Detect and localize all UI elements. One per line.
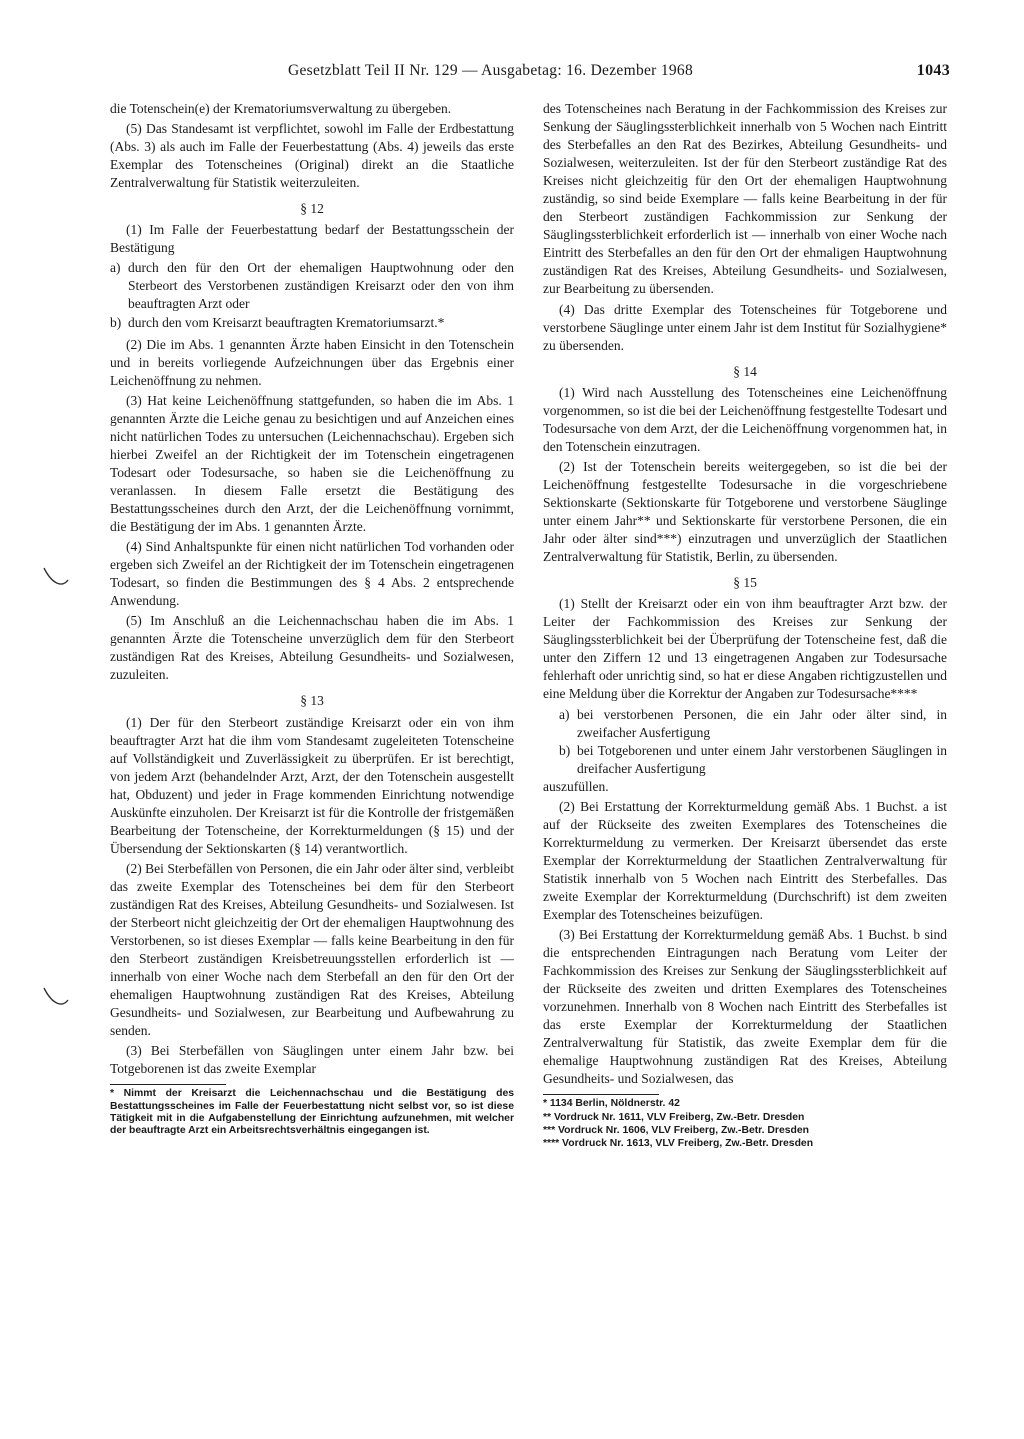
section-heading-15: § 15 xyxy=(733,575,757,591)
list-item-text: durch den vom Kreisarzt beauftragten Krematoriumsarzt.* xyxy=(128,314,445,330)
paragraph: (2) Die im Abs. 1 genannten Ärzte haben Einsicht in den Totenschein und in bereits vorliegende Aufzeichnungen über das Ergebnis einer Leichenöffnung zu nehmen. xyxy=(110,336,514,388)
paragraph: (1) Stellt der Kreisarzt oder ein von ihm beauftragter Arzt bzw. der Leiter der Fachkommission des Kreises zur Senkung der Säuglingssterblichkeit bei der Überprüfung der Totenscheine fest, daß die unter den Ziffern 12 und 13 eingetragenen Angaben zur Todesursache fehlerhaft oder unrichtig sind, so hat er diese Angaben richtigzustellen und eine Meldung über die Korrektur der Angaben zur Todesursache**** xyxy=(543,596,947,702)
paragraph: (5) Das Standesamt ist verpflichtet, sowohl im Falle der Erdbestattung (Abs. 3) als auch im Falle der Feuerbestattung (Abs. 4) jeweils das erste Exemplar des Totenscheines (Original) direkt an die Staatliche Zentralverwaltung für Statistik weiterzuleiten. xyxy=(110,121,514,191)
footnote-rule xyxy=(543,1094,659,1095)
footnote-text: *** Vordruck Nr. 1606, VLV Freiberg, Zw.-Betr. Dresden xyxy=(543,1125,810,1137)
list-item-label: b) xyxy=(110,314,122,330)
footnotes xyxy=(543,1098,947,1150)
paragraph: (1) Der für den Sterbeort zuständige Kreisarzt oder ein von ihm beauftragter Arzt hat die ihm vom Standesamt zugeleiteten Totenscheine auf Vollständigkeit und Zuverlässigkeit zu überprüfen. Er ist berechtigt, von jedem Arzt (behandelnder Arzt, Arzt, der den Totenschein ausgestellt hat, Obduzent) und jeder in Frage kommenden Einrichtung notwendige Auskünfte einzuholen. Der Kreisarzt ist für die Kontrolle der fristgemäßen Bearbeitung der Totenscheine, der Korrekturmeldungen (§ 15) und der Übersendung der Sektionskarten (§ 14) verantwortlich. xyxy=(110,714,514,856)
section-heading-13: § 13 xyxy=(300,693,324,709)
section-heading-12: § 12 xyxy=(300,201,324,217)
footnote xyxy=(110,1088,514,1137)
paragraph: (2) Bei Erstattung der Korrekturmeldung gemäß Abs. 1 Buchst. a ist auf der Rückseite des zweiten Exemplares des Totenscheines die Korrekturmeldung zu vermerken. Der Kreisarzt übersendet das erste Exemplar der Korrekturmeldung der Staatlichen Zentralverwaltung für Statistik innerhalb von 5 Wochen nach Eintritt des Sterbefalles. Das zweite Exemplar der Korrekturmeldung (Durchschrift) ist dem zweiten Exemplar des Totenscheines beizufügen. xyxy=(543,798,947,923)
right-column xyxy=(543,100,947,1152)
paragraph: (4) Das dritte Exemplar des Totenscheines für Totgeborene und verstorbene Säuglinge unter einem Jahr ist dem Institut für Sozialhygiene* zu übersenden. xyxy=(543,301,947,353)
section-heading-14: § 14 xyxy=(733,363,757,379)
list-item xyxy=(110,259,514,313)
left-column xyxy=(110,100,514,1138)
list-item-text: durch den für den Ort der ehemaligen Hauptwohnung oder den Sterbeort des Verstorbenen zuständigen Kreisarzt oder den von ihm beauftragten Arzt oder xyxy=(128,260,514,312)
hole-punch-mark xyxy=(40,562,70,592)
list-item-text: bei verstorbenen Personen, die ein Jahr oder älter sind, in zweifacher Ausfertigung xyxy=(577,706,947,740)
list-item xyxy=(543,742,947,778)
page-number: 1043 xyxy=(916,62,950,79)
paragraph: (3) Hat keine Leichenöffnung stattgefunden, so haben die im Abs. 1 genannten Ärzte die Leiche genau zu besichtigen und auf Anzeichen eines nicht natürlichen Todes zu untersuchen (Leichennachschau). Ergeben sich hierbei Zweifel an der Richtigkeit der im Totenschein eingetragenen Todesart oder Todesursache, so haben sie die Leichenöffnung zu veranlassen. In diesem Falle ersetzt die Bestätigung des Bestattungsscheines durch den Arzt, der die Leichenöffnung vornimmt, die Bestätigung der im Abs. 1 genannten Ärzte. xyxy=(110,392,514,535)
paragraph: (1) Im Falle der Feuerbestattung bedarf der Bestattungsschein der Bestätigung xyxy=(110,222,514,256)
list-item-label: a) xyxy=(110,260,121,276)
footnote-rule xyxy=(110,1084,226,1085)
list-item-label: b) xyxy=(559,742,571,758)
list-item-text: bei Totgeborenen und unter einem Jahr verstorbenen Säuglingen in dreifacher Ausfertigung xyxy=(577,742,947,776)
paragraph: des Totenscheines nach Beratung in der Fachkommission des Kreises zur Senkung der Säuglingssterblichkeit innerhalb von 5 Wochen nach Eintritt des Sterbefalles an den Rat des Bezirkes, Abteilung Gesundheits- und Sozialwesen, weiterzuleiten. Ist der für den Sterbeort zuständige Rat des Kreises nicht gleichzeitig für den Ort der ehemaligen Hauptwohnung zuständig, so sind beide Exemplare — falls keine Bearbeitung in der für den Sterbeort zuständigen Fachkommission zur Senkung der Säuglingssterblichkeit erforderlich ist — innerhalb von einer Woche nach Eintritt des Sterbefalles an den für den Ort der ehmaligen Hauptwohnung zuständigen Rat des Kreises, Abteilung Gesundheits- und Sozialwesen, zur Bearbeitung zu übersenden. xyxy=(543,101,947,297)
list-item xyxy=(543,706,947,742)
footnote-text: **** Vordruck Nr. 1613, VLV Freiberg, Zw.-Betr. Dresden xyxy=(543,1138,814,1150)
paragraph: (5) Im Anschluß an die Leichennachschau haben die im Abs. 1 genannten Ärzte die Totenscheine unverzüglich dem für den Sterbeort zuständigen Rat des Kreises, Abteilung Gesundheits- und Sozialwesen, zuzuleiten. xyxy=(110,613,514,683)
list-item-label: a) xyxy=(559,706,570,722)
list-item xyxy=(110,314,514,332)
paragraph: auszufüllen. xyxy=(543,778,609,794)
gazette-title: Gesetzblatt Teil II Nr. 129 — Ausgabetag: 16. Dezember 1968 xyxy=(288,62,694,79)
footnote-text: * 1134 Berlin, Nöldnerstr. 42 xyxy=(543,1098,680,1110)
footnote-text: * Nimmt der Kreisarzt die Leichennachschau und die Bestätigung des Bestattungsscheines im Falle der Feuerbestattung nicht selbst vor, so ist diese Tätigkeit mit in die Aufgabenstellung der Einrichtung aufzunehmen, mit welcher der beauftragte Arzt ein Arbeitsrechtsverhältnis eingegangen ist. xyxy=(110,1088,514,1137)
paragraph: (4) Sind Anhaltspunkte für einen nicht natürlichen Tod vorhanden oder ergeben sich Zweifel an der Richtigkeit der im Totenschein eingetragenen Todesart, so finden die Bestimmungen des § 4 Abs. 2 entsprechende Anwendung. xyxy=(110,539,514,609)
paragraph: (1) Wird nach Ausstellung des Totenscheines eine Leichenöffnung vorgenommen, so ist die bei der Leichenöffnung festgestellte Todesart und Todesursache von dem Arzt, der die Leichenöffnung vorgenommen hat, in den Totenschein einzutragen. xyxy=(543,384,947,454)
paragraph: die Totenschein(e) der Krematoriumsverwaltung zu übergeben. xyxy=(110,101,452,116)
footnote-text: ** Vordruck Nr. 1611, VLV Freiberg, Zw.-Betr. Dresden xyxy=(543,1111,805,1123)
paragraph: (3) Bei Erstattung der Korrekturmeldung gemäß Abs. 1 Buchst. b sind die entsprechenden Eintragungen nach Beratung vom Leiter der Fachkommission des Kreises zur Senkung der Säuglingssterblichkeit auf der Rückseite des zweiten und dritten Exemplares des Totenscheines vorzunehmen. Innerhalb von 8 Wochen nach Eintritt des Sterbefalles ist das erste Exemplar der Korrekturmeldung der Staatlichen Zentralverwaltung für Statistik, das zweite Exemplar dem für die ehemalige Hauptwohnung zuständigen Rat des Kreises, Abteilung Gesundheits- und Sozialwesen, das xyxy=(543,927,947,1087)
paragraph: (3) Bei Sterbefällen von Säuglingen unter einem Jahr bzw. bei Totgeborenen ist das zweite Exemplar xyxy=(110,1043,514,1077)
paragraph: (2) Bei Sterbefällen von Personen, die ein Jahr oder älter sind, verbleibt das zweite Exemplar des Totenscheines bei dem für den Sterbeort zuständigen Rat des Kreises, Abteilung Gesundheits- und Sozialwesen. Ist der Sterbeort nicht gleichzeitig der Ort der ehemaligen Hauptwohnung des Verstorbenen, so ist dieses Exemplar — falls keine Bearbeitung in den für den Sterbeort zuständigen Kreisbetreuungsstellen erforderlich ist — innerhalb von einer Woche nach dem Sterbefall an den für den Ort der ehemaligen Hauptwohnung zuständigen Rat des Kreises, Abteilung Gesundheits- und Sozialwesen, zur Bearbeitung und Aufbewahrung zu senden. xyxy=(110,860,514,1039)
paragraph: (2) Ist der Totenschein bereits weitergegeben, so ist die bei der Leichenöffnung festgestellte Todesursache in die vorgeschriebene Sektionskarte (Sektionskarte für Totgeborene und verstorbene Säuglinge unter einem Jahr** und Sektionskarte für verstorbene Personen, die ein Jahr oder älter sind***) einzutragen und unverzüglich der Staatlichen Zentralverwaltung für Statistik, Berlin, zu übersenden. xyxy=(543,458,947,565)
page-header xyxy=(110,62,950,86)
hole-punch-mark xyxy=(40,982,70,1012)
